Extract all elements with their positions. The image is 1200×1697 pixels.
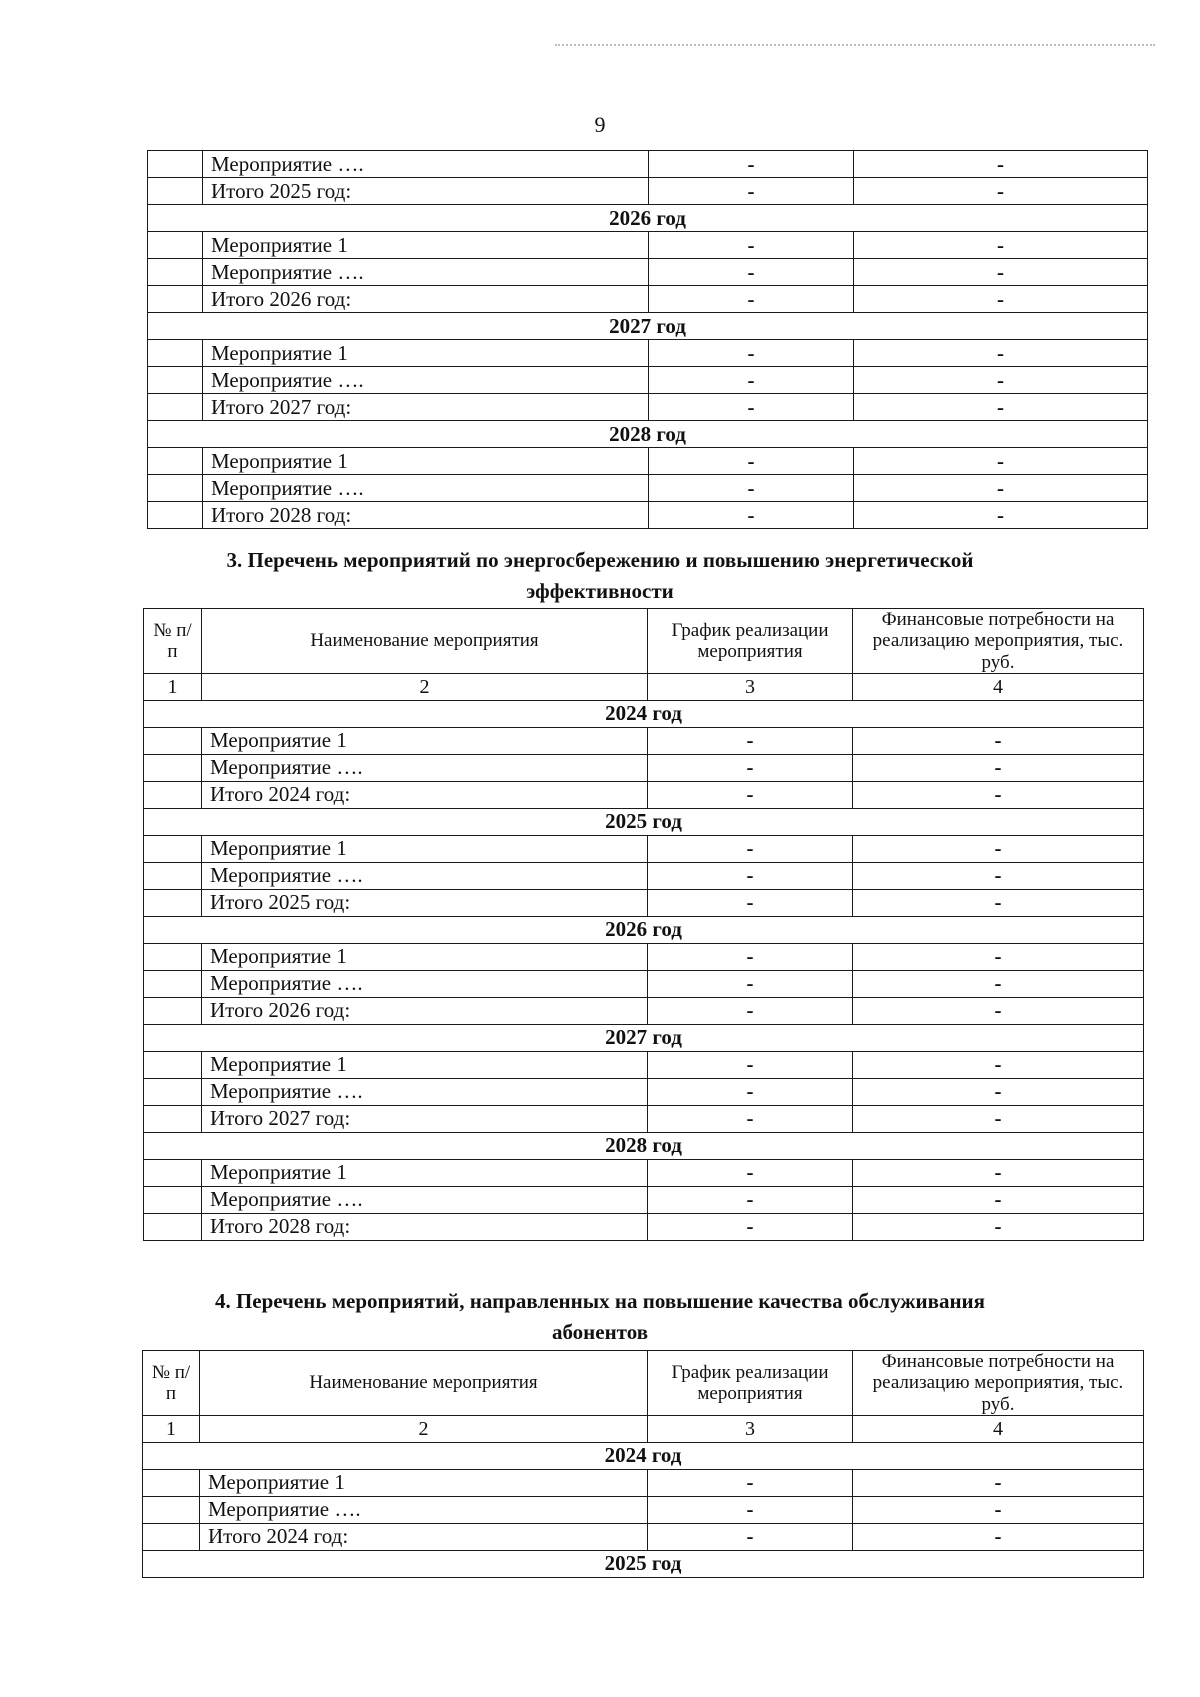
row-number-cell xyxy=(148,448,203,475)
event-row xyxy=(148,259,1148,286)
schedule-cell: - xyxy=(648,1078,853,1105)
column-number: 4 xyxy=(853,1415,1144,1442)
schedule-cell: - xyxy=(648,1213,853,1240)
event-name: Мероприятие …. xyxy=(202,1078,648,1105)
schedule-cell: - xyxy=(648,1051,853,1078)
total-row xyxy=(148,394,1148,421)
year-header-row xyxy=(148,313,1148,340)
row-number-cell xyxy=(148,340,203,367)
finance-cell: - xyxy=(853,862,1144,889)
row-number-cell xyxy=(143,1496,200,1523)
event-name: Мероприятие 1 xyxy=(200,1469,648,1496)
event-row xyxy=(148,151,1148,178)
finance-cell: - xyxy=(854,502,1148,529)
header-finance: Финансовые потребности на реализацию мероприятия, тыс. руб. xyxy=(853,1351,1144,1416)
schedule-cell: - xyxy=(648,1523,853,1550)
schedule-cell: - xyxy=(648,1105,853,1132)
year-header-row xyxy=(143,1550,1144,1577)
year-label: 2024 год xyxy=(144,700,1144,727)
row-number-cell xyxy=(143,1523,200,1550)
total-row xyxy=(148,502,1148,529)
finance-cell: - xyxy=(854,475,1148,502)
schedule-cell: - xyxy=(648,862,853,889)
column-number-row xyxy=(144,673,1144,700)
row-number-cell xyxy=(144,727,202,754)
total-label: Итого 2024 год: xyxy=(200,1523,648,1550)
finance-cell: - xyxy=(854,232,1148,259)
event-name: Мероприятие 1 xyxy=(202,1051,648,1078)
total-label: Итого 2027 год: xyxy=(203,394,649,421)
section-4-title-line-1: 4. Перечень мероприятий, направленных на повышение качества обслуживания xyxy=(214,1289,986,1313)
column-number: 2 xyxy=(202,673,648,700)
total-label: Итого 2026 год: xyxy=(202,997,648,1024)
year-label: 2027 год xyxy=(144,1024,1144,1051)
year-header-row xyxy=(143,1442,1144,1469)
energy-saving-events-table xyxy=(143,608,1144,1241)
page-number: 9 xyxy=(594,112,606,137)
event-name: Мероприятие …. xyxy=(200,1496,648,1523)
event-row xyxy=(144,727,1144,754)
row-number-cell xyxy=(148,394,203,421)
year-label: 2028 год xyxy=(144,1132,1144,1159)
event-name: Мероприятие 1 xyxy=(202,943,648,970)
total-row xyxy=(143,1523,1144,1550)
header-schedule: График реализации мероприятия xyxy=(648,1351,853,1416)
year-header-row xyxy=(144,916,1144,943)
service-quality-events-table xyxy=(142,1350,1144,1578)
row-number-cell xyxy=(148,259,203,286)
finance-cell: - xyxy=(853,781,1144,808)
total-label: Итого 2024 год: xyxy=(202,781,648,808)
event-row xyxy=(144,943,1144,970)
finance-cell: - xyxy=(853,1213,1144,1240)
year-label: 2024 год xyxy=(143,1442,1144,1469)
event-name: Мероприятие …. xyxy=(203,151,649,178)
row-number-cell xyxy=(148,367,203,394)
event-name: Мероприятие …. xyxy=(202,754,648,781)
total-row xyxy=(144,781,1144,808)
row-number-cell xyxy=(148,232,203,259)
row-number-cell xyxy=(144,835,202,862)
finance-cell: - xyxy=(853,1186,1144,1213)
finance-cell: - xyxy=(853,997,1144,1024)
year-label: 2026 год xyxy=(148,205,1148,232)
event-name: Мероприятие …. xyxy=(202,970,648,997)
row-number-cell xyxy=(144,781,202,808)
year-label: 2028 год xyxy=(148,421,1148,448)
event-row xyxy=(148,367,1148,394)
section-3-title xyxy=(0,545,1200,607)
row-number-cell xyxy=(144,970,202,997)
schedule-cell: - xyxy=(649,178,854,205)
event-row xyxy=(144,970,1144,997)
total-row xyxy=(144,889,1144,916)
schedule-cell: - xyxy=(649,232,854,259)
schedule-cell: - xyxy=(649,367,854,394)
event-name: Мероприятие 1 xyxy=(202,727,648,754)
event-row xyxy=(144,835,1144,862)
schedule-cell: - xyxy=(648,754,853,781)
finance-cell: - xyxy=(853,1078,1144,1105)
finance-cell: - xyxy=(853,1496,1144,1523)
total-label: Итого 2028 год: xyxy=(203,502,649,529)
event-row xyxy=(143,1469,1144,1496)
total-label: Итого 2025 год: xyxy=(202,889,648,916)
event-name: Мероприятие …. xyxy=(203,259,649,286)
row-number-cell xyxy=(144,889,202,916)
finance-cell: - xyxy=(853,1159,1144,1186)
schedule-cell: - xyxy=(648,727,853,754)
event-name: Мероприятие 1 xyxy=(203,232,649,259)
scan-artifact-line xyxy=(555,44,1155,46)
year-label: 2026 год xyxy=(144,916,1144,943)
column-number: 2 xyxy=(200,1415,648,1442)
event-row xyxy=(148,448,1148,475)
header-finance: Финансовые потребности на реализацию мероприятия, тыс. руб. xyxy=(853,609,1144,674)
header-number: № п/п xyxy=(144,609,202,674)
event-name: Мероприятие 1 xyxy=(202,1159,648,1186)
event-row xyxy=(144,1078,1144,1105)
row-number-cell xyxy=(143,1469,200,1496)
finance-cell: - xyxy=(854,448,1148,475)
event-name: Мероприятие 1 xyxy=(203,448,649,475)
year-label: 2027 год xyxy=(148,313,1148,340)
row-number-cell xyxy=(144,1186,202,1213)
finance-cell: - xyxy=(853,754,1144,781)
total-row xyxy=(148,286,1148,313)
year-label: 2025 год xyxy=(144,808,1144,835)
schedule-cell: - xyxy=(649,448,854,475)
schedule-cell: - xyxy=(648,781,853,808)
column-number: 1 xyxy=(143,1415,200,1442)
schedule-cell: - xyxy=(649,340,854,367)
finance-cell: - xyxy=(854,286,1148,313)
schedule-cell: - xyxy=(648,943,853,970)
row-number-cell xyxy=(144,997,202,1024)
column-number: 3 xyxy=(648,1415,853,1442)
year-header-row xyxy=(144,700,1144,727)
event-row xyxy=(144,1159,1144,1186)
year-header-row xyxy=(144,1132,1144,1159)
total-row xyxy=(148,178,1148,205)
schedule-cell: - xyxy=(648,970,853,997)
total-row xyxy=(144,1105,1144,1132)
section-3-title-line-1: 3. Перечень мероприятий по энергосбережению и повышению энергетической xyxy=(226,548,974,572)
finance-cell: - xyxy=(853,1051,1144,1078)
event-row xyxy=(148,340,1148,367)
schedule-cell: - xyxy=(649,475,854,502)
row-number-cell xyxy=(144,1078,202,1105)
finance-cell: - xyxy=(854,178,1148,205)
row-number-cell xyxy=(148,475,203,502)
year-label: 2025 год xyxy=(143,1550,1144,1577)
finance-cell: - xyxy=(854,151,1148,178)
schedule-cell: - xyxy=(648,835,853,862)
finance-cell: - xyxy=(853,727,1144,754)
finance-cell: - xyxy=(853,1469,1144,1496)
total-label: Итого 2027 год: xyxy=(202,1105,648,1132)
event-name: Мероприятие 1 xyxy=(203,340,649,367)
total-label: Итого 2025 год: xyxy=(203,178,649,205)
total-label: Итого 2026 год: xyxy=(203,286,649,313)
row-number-cell xyxy=(144,943,202,970)
table-header-row xyxy=(144,609,1144,674)
continued-events-table xyxy=(147,150,1148,529)
schedule-cell: - xyxy=(649,502,854,529)
column-number-row xyxy=(143,1415,1144,1442)
header-number: № п/п xyxy=(143,1351,200,1416)
schedule-cell: - xyxy=(648,1469,853,1496)
event-row xyxy=(148,232,1148,259)
schedule-cell: - xyxy=(648,1159,853,1186)
schedule-cell: - xyxy=(648,1186,853,1213)
total-row xyxy=(144,1213,1144,1240)
section-4-title-line-2: абонентов xyxy=(551,1320,649,1344)
header-schedule: График реализации мероприятия xyxy=(648,609,853,674)
event-name: Мероприятие 1 xyxy=(202,835,648,862)
event-name: Мероприятие …. xyxy=(203,475,649,502)
finance-cell: - xyxy=(853,970,1144,997)
year-header-row xyxy=(144,808,1144,835)
schedule-cell: - xyxy=(648,889,853,916)
finance-cell: - xyxy=(853,1523,1144,1550)
finance-cell: - xyxy=(854,367,1148,394)
schedule-cell: - xyxy=(648,1496,853,1523)
row-number-cell xyxy=(148,151,203,178)
schedule-cell: - xyxy=(649,394,854,421)
schedule-cell: - xyxy=(648,997,853,1024)
year-header-row xyxy=(144,1024,1144,1051)
total-row xyxy=(144,997,1144,1024)
row-number-cell xyxy=(148,502,203,529)
column-number: 4 xyxy=(853,673,1144,700)
section-3-title-line-2: эффективности xyxy=(526,579,674,603)
header-event-name: Наименование мероприятия xyxy=(202,609,648,674)
event-row xyxy=(144,1186,1144,1213)
row-number-cell xyxy=(144,1105,202,1132)
section-4-title xyxy=(0,1286,1200,1348)
year-header-row xyxy=(148,205,1148,232)
row-number-cell xyxy=(144,862,202,889)
column-number: 1 xyxy=(144,673,202,700)
event-name: Мероприятие …. xyxy=(202,862,648,889)
row-number-cell xyxy=(144,1051,202,1078)
schedule-cell: - xyxy=(649,151,854,178)
schedule-cell: - xyxy=(649,286,854,313)
finance-cell: - xyxy=(853,889,1144,916)
column-number: 3 xyxy=(648,673,853,700)
finance-cell: - xyxy=(854,394,1148,421)
event-row xyxy=(144,754,1144,781)
table-header-row xyxy=(143,1351,1144,1416)
event-row xyxy=(144,1051,1144,1078)
row-number-cell xyxy=(148,178,203,205)
event-row xyxy=(148,475,1148,502)
row-number-cell xyxy=(144,1213,202,1240)
total-label: Итого 2028 год: xyxy=(202,1213,648,1240)
finance-cell: - xyxy=(854,340,1148,367)
event-name: Мероприятие …. xyxy=(202,1186,648,1213)
event-name: Мероприятие …. xyxy=(203,367,649,394)
finance-cell: - xyxy=(853,1105,1144,1132)
finance-cell: - xyxy=(853,943,1144,970)
event-row xyxy=(144,862,1144,889)
header-event-name: Наименование мероприятия xyxy=(200,1351,648,1416)
row-number-cell xyxy=(148,286,203,313)
row-number-cell xyxy=(144,1159,202,1186)
row-number-cell xyxy=(144,754,202,781)
finance-cell: - xyxy=(854,259,1148,286)
finance-cell: - xyxy=(853,835,1144,862)
schedule-cell: - xyxy=(649,259,854,286)
year-header-row xyxy=(148,421,1148,448)
event-row xyxy=(143,1496,1144,1523)
